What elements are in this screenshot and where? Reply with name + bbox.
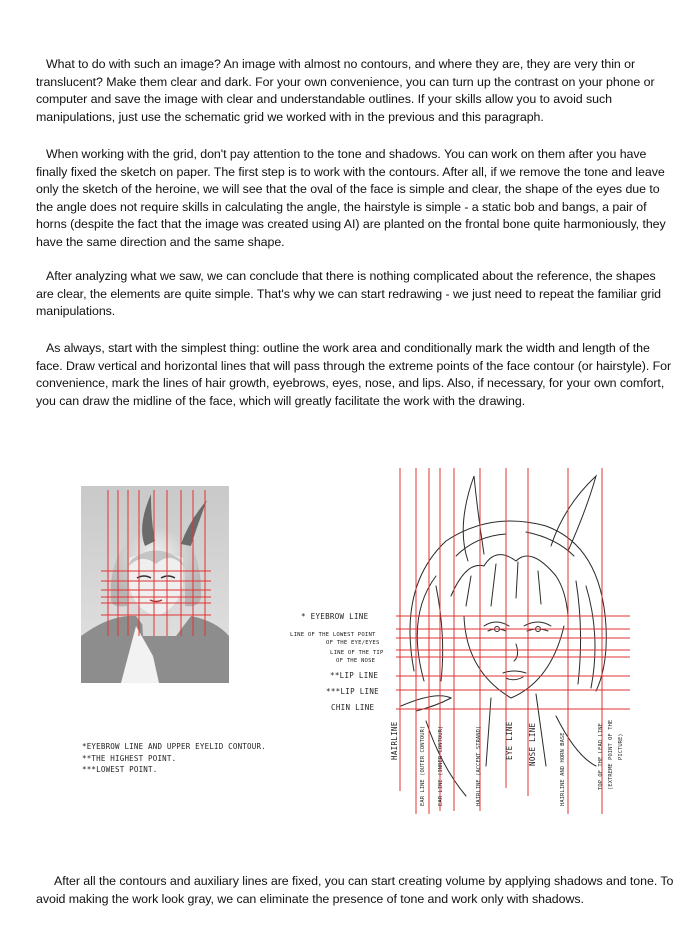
- paragraph-4-text: As always, start with the simplest thing: outline the work area and conditionally mark the width and length of the face. Draw vertical and horizontal lines that will pass through the extreme points of the face contour (or hairstyle). For convenience, mark the lines of hair growth, eyebrows, eyes, nose, and lips. Also, if necessary, for your own comfort, you can draw the midline of the face, which will greatly facilitate the work with the drawing.: [36, 341, 672, 408]
- footnote-3: ***LOWEST POINT.: [82, 765, 158, 774]
- paragraph-5-text: After all the contours and auxiliary lines are fixed, you can start creating volume by applying shadows and tone. To avoid making the work look gray, we can eliminate the presence of tone and work only with shadows.: [36, 874, 674, 906]
- vlabel-ear-inner: EAR LINE (INNER CONTOUR): [438, 725, 444, 806]
- paragraph-3: [36, 268, 676, 321]
- label-lip-line-2: ***LIP LINE: [326, 687, 379, 696]
- vlabel-extreme-point: (EXTREME POINT OF THE: [608, 719, 614, 790]
- vlabel-picture: PICTURE): [618, 733, 624, 760]
- vlabel-hairline: HAIRLINE: [390, 721, 399, 760]
- label-chin-line: CHIN LINE: [331, 703, 375, 712]
- label-tip-of-nose: LINE OF THE TIP: [330, 650, 384, 656]
- paragraph-2: [36, 146, 676, 252]
- paragraph-2-text: When working with the grid, don't pay attention to the tone and shadows. You can work on them after you have finally fixed the sketch on paper. The first step is to work with the contours. After all, if we remove the tone and leave only the sketch of the heroine, we will see that the oval of the face is simple and clear, the shape of the eyes due to the angle does not require skills in calculating the angle, the hairstyle is simple - a static bob and bangs, a pair of horns (despite the fact that the image was created using AI) are planted on the frontal bone quite harmoniously, they have the same direction and the same shape.: [36, 147, 666, 249]
- figure-footnotes: [82, 741, 266, 776]
- footnote-1: *EYEBROW LINE AND UPPER EYELID CONTOUR.: [82, 742, 266, 751]
- reference-image: [81, 486, 229, 683]
- label-of-the-eyes: OF THE EYE/EYES: [326, 640, 380, 646]
- vlabel-hairline-accent: HAIRLINE (ACCENT STRAND): [476, 725, 482, 806]
- paragraph-1: [36, 56, 676, 126]
- footnote-2: **THE HIGHEST POINT.: [82, 753, 177, 763]
- label-of-the-nose: OF THE NOSE: [336, 658, 376, 664]
- label-lowest-point: LINE OF THE LOWEST POINT: [290, 632, 376, 638]
- vlabel-nose-line: NOSE LINE: [528, 722, 537, 766]
- vlabel-top-ear: TOP OF THE LEAD LINE: [598, 723, 604, 790]
- vlabel-hairline-horn: HAIRLINE AND HORN BASE: [560, 732, 566, 806]
- paragraph-1-text: What to do with such an image? An image with almost no contours, and where they are, they are very thin or translucent? Make them clear and dark. For your own convenience, you can turn up the contrast on your phone or computer and save the image with clear and understandable outlines. If your skills allow you to avoid such manipulations, just use the schematic grid we worked with in the previous and this paragraph.: [36, 57, 655, 124]
- vlabel-eye-line: EYE LINE: [505, 721, 514, 760]
- sketch-grid-figure: [396, 466, 630, 831]
- paragraph-5: [36, 873, 676, 908]
- label-eyebrow-line: * EYEBROW LINE: [301, 612, 369, 621]
- label-lip-line-1: **LIP LINE: [330, 671, 379, 680]
- paragraph-4: [36, 340, 676, 410]
- paragraph-3-text: After analyzing what we saw, we can conclude that there is nothing complicated about the reference, the shapes are clear, the elements are quite simple. That's why we can start redrawing - we just need to repeat the familiar grid manipulations.: [36, 269, 662, 319]
- vlabel-ear-outer: EAR LINE (OUTER CONTOUR): [420, 725, 426, 806]
